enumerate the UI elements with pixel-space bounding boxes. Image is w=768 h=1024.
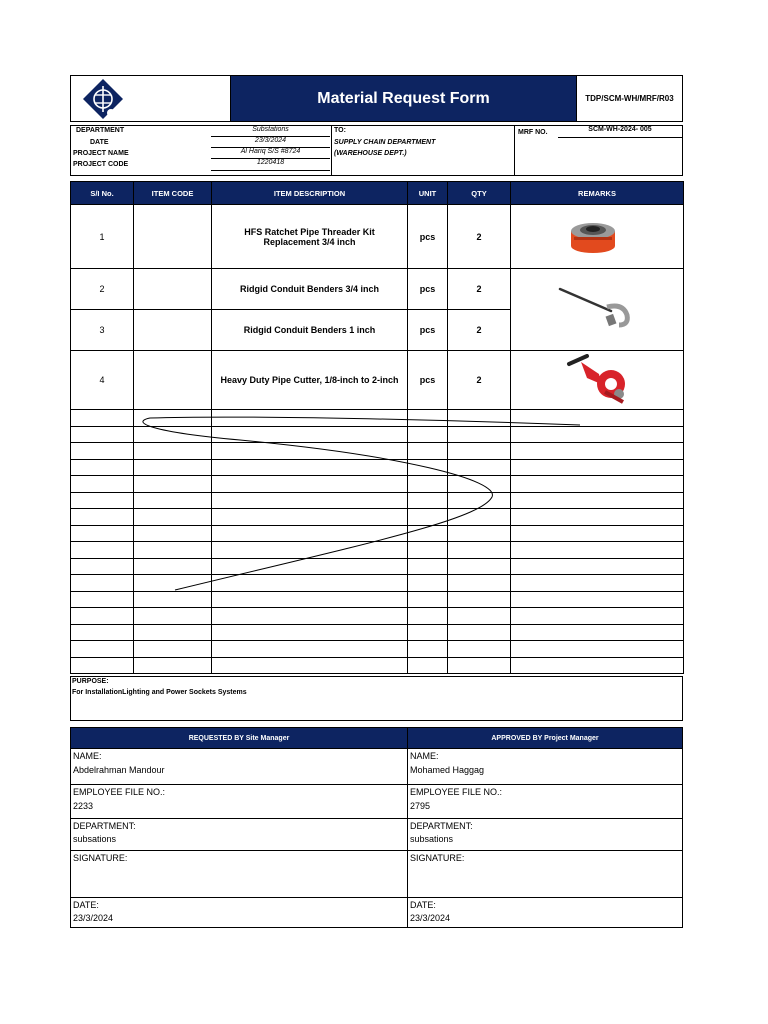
row-unit: pcs — [408, 351, 448, 410]
row-qty: 2 — [448, 310, 511, 351]
approved-name-value: Mohamed Haggag — [410, 765, 485, 775]
row-unit: pcs — [408, 205, 448, 269]
approved-dept-value: subsations — [410, 834, 454, 844]
department-label: DEPARTMENT — [76, 127, 125, 134]
table-row — [71, 476, 684, 493]
row-item-code — [134, 269, 212, 310]
to-label: TO: — [334, 127, 346, 134]
requested-name-value: Abdelrahman Mandour — [73, 765, 165, 775]
department-value: Substations — [252, 126, 289, 133]
mrf-label: MRF NO. — [518, 129, 548, 136]
table-row — [71, 624, 684, 641]
col-header-remarks: REMARKS — [511, 182, 684, 205]
requested-file-value: 2233 — [73, 801, 94, 811]
row-sn: 2 — [71, 269, 134, 310]
approved-file-label: EMPLOYEE FILE NO.: — [410, 787, 503, 797]
row-sn: 1 — [71, 205, 134, 269]
requested-date-box — [70, 897, 408, 928]
row-remarks — [511, 205, 684, 269]
row-item-code — [134, 205, 212, 269]
requested-by-header: REQUESTED BY Site Manager — [70, 727, 408, 749]
row-description: Ridgid Conduit Benders 1 inch — [212, 310, 408, 351]
requested-name-box — [70, 748, 408, 785]
col-header-item-code: ITEM CODE — [134, 182, 212, 205]
approved-by-header: APPROVED BY Project Manager — [407, 727, 683, 749]
approved-date-label: DATE: — [410, 900, 436, 910]
requested-name-label: NAME: — [73, 751, 102, 761]
table-row — [71, 269, 684, 310]
to-line-2: (WAREHOUSE DEPT.) — [334, 150, 407, 157]
requested-signature-box — [70, 850, 408, 898]
table-header-row — [71, 182, 684, 205]
row-description: HFS Ratchet Pipe Threader Kit Replacement 3/4 inch — [212, 205, 408, 269]
form-title: Material Request Form — [230, 75, 577, 122]
project-code-label: PROJECT CODE — [73, 161, 129, 168]
table-row — [71, 492, 684, 509]
row-description: Ridgid Conduit Benders 3/4 inch — [212, 269, 408, 310]
approved-date-box — [407, 897, 683, 928]
table-row — [71, 410, 684, 427]
table-row — [71, 575, 684, 592]
row-qty: 2 — [448, 351, 511, 410]
purpose-text: For InstallationLighting and Power Sockets Systems — [72, 689, 247, 696]
col-header-qty: QTY — [448, 182, 511, 205]
col-header-sn: S/I No. — [71, 182, 134, 205]
table-row — [71, 426, 684, 443]
conduit-bender-image — [557, 285, 637, 335]
table-row — [71, 205, 684, 269]
pipe-threader-image — [564, 213, 622, 257]
doc-code: TDP/SCM-WH/MRF/R03 — [576, 75, 683, 122]
row-item-code — [134, 351, 212, 410]
requested-signature-label: SIGNATURE: — [73, 853, 128, 863]
header-logo-box — [70, 75, 231, 122]
table-row — [71, 459, 684, 476]
row-sn: 3 — [71, 310, 134, 351]
date-label: DATE — [90, 139, 109, 146]
row-item-code — [134, 310, 212, 351]
approved-signature-box — [407, 850, 683, 898]
row-remarks — [511, 351, 684, 410]
table-row — [71, 641, 684, 658]
row-unit: pcs — [408, 269, 448, 310]
row-qty: 2 — [448, 205, 511, 269]
table-row — [71, 351, 684, 410]
table-row — [71, 657, 684, 674]
project-name-label: PROJECT NAME — [73, 150, 129, 157]
purpose-label: PURPOSE: — [72, 678, 109, 685]
pipe-cutter-image — [565, 354, 639, 406]
row-description: Heavy Duty Pipe Cutter, 1/8-inch to 2-inch — [212, 351, 408, 410]
row-remarks — [511, 269, 684, 351]
approved-dept-box — [407, 818, 683, 851]
approved-dept-label: DEPARTMENT: — [410, 821, 473, 831]
table-row — [71, 443, 684, 460]
row-unit: pcs — [408, 310, 448, 351]
table-row — [71, 509, 684, 526]
project-code-value: 1220418 — [256, 159, 285, 166]
col-header-description: ITEM DESCRIPTION — [212, 182, 408, 205]
mrf-value: SCM-WH-2024- 005 — [558, 126, 682, 138]
approved-file-box — [407, 784, 683, 819]
requested-dept-box — [70, 818, 408, 851]
items-table — [70, 181, 684, 674]
approved-file-value: 2795 — [410, 801, 431, 811]
approved-name-label: NAME: — [410, 751, 439, 761]
requested-date-label: DATE: — [73, 900, 99, 910]
row-qty: 2 — [448, 269, 511, 310]
requested-file-box — [70, 784, 408, 819]
table-row — [71, 542, 684, 559]
project-name-value: Al Hariq S/S #8724 — [240, 148, 301, 155]
table-row — [71, 558, 684, 575]
company-logo-icon — [81, 77, 125, 121]
requested-dept-value: subsations — [73, 834, 117, 844]
approved-name-box — [407, 748, 683, 785]
col-header-unit: UNIT — [408, 182, 448, 205]
requested-date-value: 23/3/2024 — [73, 913, 114, 923]
table-row — [71, 591, 684, 608]
to-line-1: SUPPLY CHAIN DEPARTMENT — [334, 139, 436, 146]
approved-date-value: 23/3/2024 — [410, 913, 451, 923]
purpose-box — [70, 676, 683, 721]
row-sn: 4 — [71, 351, 134, 410]
date-value: 23/3/2024 — [254, 137, 287, 144]
requested-dept-label: DEPARTMENT: — [73, 821, 136, 831]
table-row — [71, 608, 684, 625]
table-row — [71, 525, 684, 542]
approved-signature-label: SIGNATURE: — [410, 853, 465, 863]
requested-file-label: EMPLOYEE FILE NO.: — [73, 787, 166, 797]
